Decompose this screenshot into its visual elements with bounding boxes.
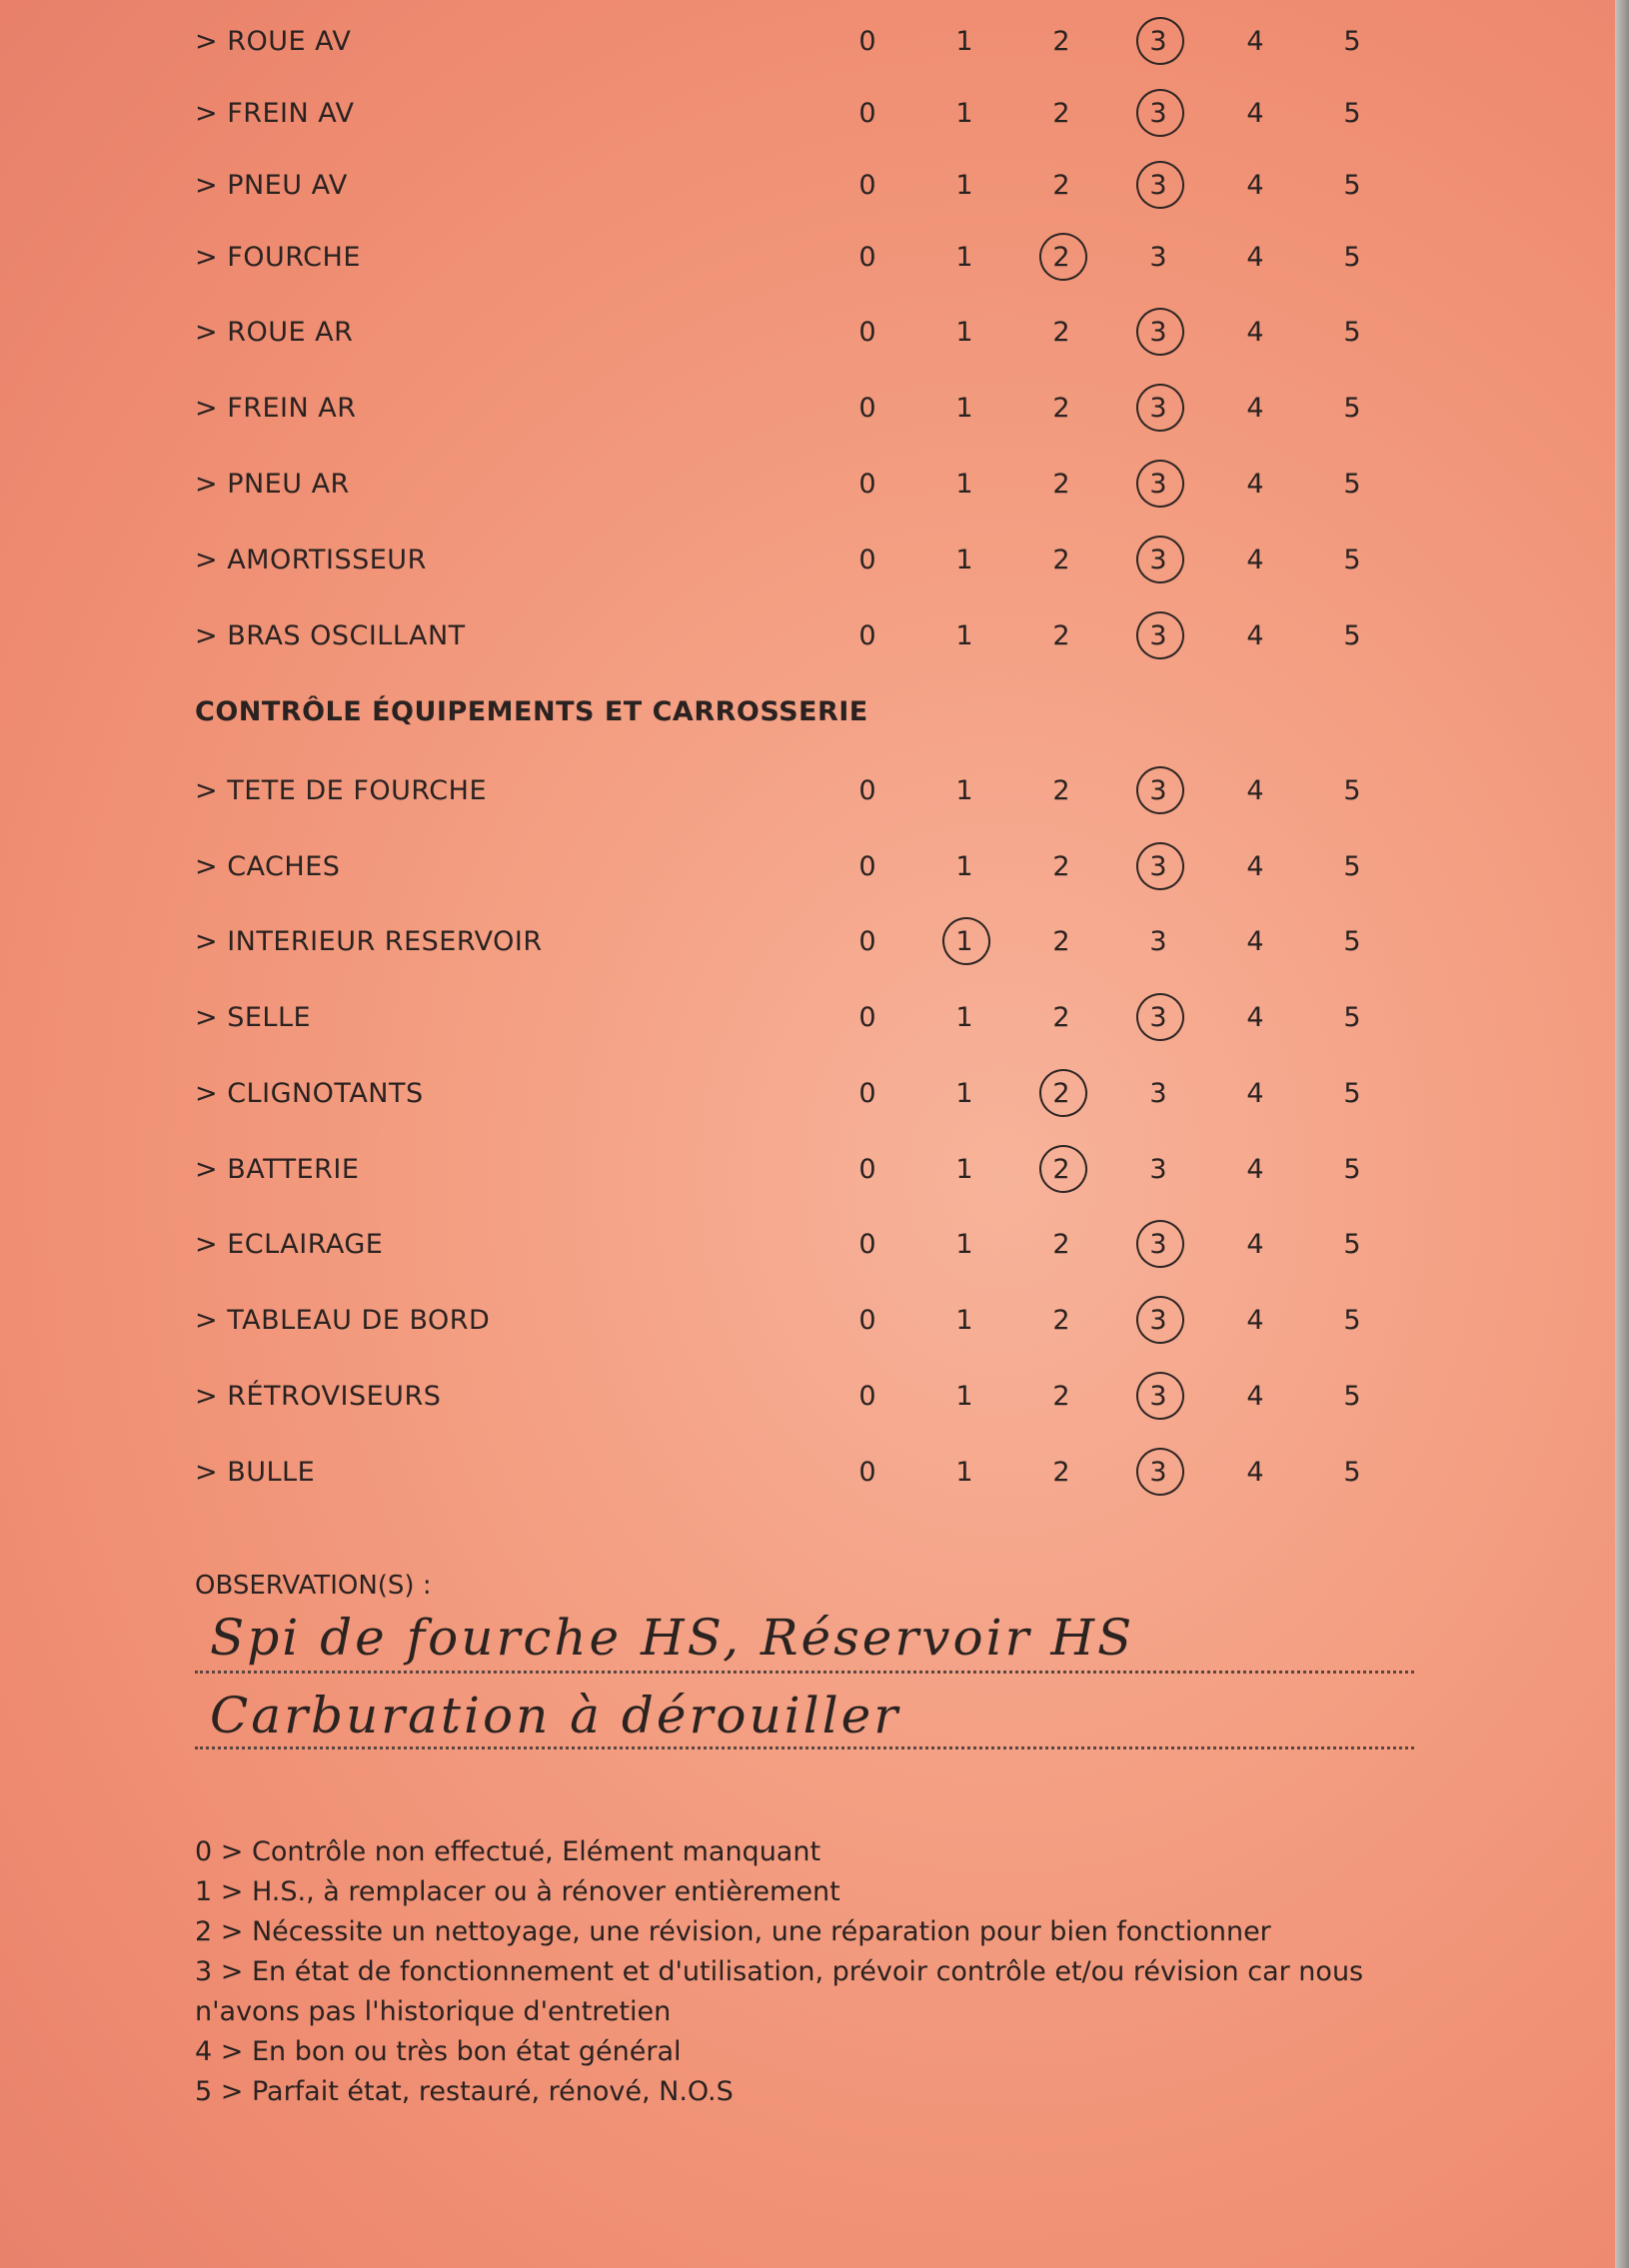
score-0[interactable]: 0	[858, 26, 876, 57]
score-4[interactable]: 4	[1246, 1305, 1264, 1336]
score-3[interactable]: 3	[1149, 317, 1167, 348]
score-3[interactable]: 3	[1149, 1078, 1167, 1109]
score-2[interactable]: 2	[1052, 1381, 1070, 1412]
score-1[interactable]: 1	[955, 98, 973, 129]
score-4[interactable]: 4	[1246, 98, 1264, 129]
score-4[interactable]: 4	[1246, 926, 1264, 957]
score-0[interactable]: 0	[858, 851, 876, 882]
legend-line: 0 > Contrôle non effectué, Elément manquant	[195, 1836, 821, 1867]
score-2[interactable]: 2	[1052, 469, 1070, 500]
score-3[interactable]: 3	[1149, 545, 1167, 575]
score-0[interactable]: 0	[858, 317, 876, 348]
score-5[interactable]: 5	[1343, 775, 1361, 806]
score-4[interactable]: 4	[1246, 1457, 1264, 1488]
score-3[interactable]: 3	[1149, 1229, 1167, 1260]
checklist-row	[195, 22, 1454, 62]
score-5[interactable]: 5	[1343, 469, 1361, 500]
score-5[interactable]: 5	[1343, 926, 1361, 957]
score-1[interactable]: 1	[955, 242, 973, 273]
score-2[interactable]: 2	[1052, 851, 1070, 882]
checklist-row	[195, 847, 1454, 887]
item-label: > ROUE AR	[195, 317, 354, 348]
score-2[interactable]: 2	[1052, 1457, 1070, 1488]
checklist-row	[195, 1453, 1454, 1493]
score-0[interactable]: 0	[858, 620, 876, 651]
checklist-row	[195, 998, 1454, 1038]
score-4[interactable]: 4	[1246, 242, 1264, 273]
section-title: CONTRÔLE ÉQUIPEMENTS ET CARROSSERIE	[195, 696, 868, 727]
checklist-row	[195, 616, 1454, 656]
score-1[interactable]: 1	[955, 1229, 973, 1260]
item-label: > TABLEAU DE BORD	[195, 1305, 491, 1336]
score-4[interactable]: 4	[1246, 170, 1264, 201]
score-4[interactable]: 4	[1246, 317, 1264, 348]
score-0[interactable]: 0	[858, 545, 876, 575]
score-5[interactable]: 5	[1343, 98, 1361, 129]
legend-line: 1 > H.S., à remplacer ou à rénover entièrement	[195, 1876, 840, 1907]
item-label: > FOURCHE	[195, 242, 361, 273]
checklist-row	[195, 94, 1454, 134]
score-3[interactable]: 3	[1149, 1305, 1167, 1336]
item-label: > ROUE AV	[195, 26, 352, 57]
score-1[interactable]: 1	[955, 545, 973, 575]
checklist-row	[195, 1074, 1454, 1114]
observation-line-2: Carburation à dérouiller	[210, 1687, 901, 1744]
legend-line: 3 > En état de fonctionnement et d'utilisation, prévoir contrôle et/ou révision car nous	[195, 1956, 1364, 1987]
score-5[interactable]: 5	[1343, 170, 1361, 201]
score-2[interactable]: 2	[1052, 393, 1070, 424]
score-0[interactable]: 0	[858, 170, 876, 201]
score-1[interactable]: 1	[955, 26, 973, 57]
score-3[interactable]: 3	[1149, 851, 1167, 882]
score-2[interactable]: 2	[1052, 170, 1070, 201]
score-1[interactable]: 1	[955, 775, 973, 806]
score-4[interactable]: 4	[1246, 1381, 1264, 1412]
score-0[interactable]: 0	[858, 1002, 876, 1033]
checklist-row	[195, 166, 1454, 206]
score-1[interactable]: 1	[955, 1305, 973, 1336]
score-3[interactable]: 3	[1149, 926, 1167, 957]
score-1[interactable]: 1	[955, 851, 973, 882]
score-0[interactable]: 0	[858, 926, 876, 957]
score-4[interactable]: 4	[1246, 1154, 1264, 1185]
item-label: > AMORTISSEUR	[195, 545, 427, 575]
score-0[interactable]: 0	[858, 469, 876, 500]
observation-line-1: Spi de fourche HS, Réservoir HS	[210, 1609, 1135, 1667]
legend-line: 2 > Nécessite un nettoyage, une révision, une réparation pour bien fonctionner	[195, 1916, 1271, 1947]
observations-title: OBSERVATION(S) :	[195, 1571, 432, 1601]
checklist-row	[195, 922, 1454, 962]
score-1[interactable]: 1	[955, 317, 973, 348]
checklist-row	[195, 389, 1454, 429]
checklist-row	[195, 1150, 1454, 1190]
item-label: > PNEU AV	[195, 170, 348, 201]
item-label: > BATTERIE	[195, 1154, 360, 1185]
score-2[interactable]: 2	[1052, 926, 1070, 957]
score-1[interactable]: 1	[955, 1154, 973, 1185]
checklist-row	[195, 238, 1454, 278]
item-label: > PNEU AR	[195, 469, 350, 500]
score-2[interactable]: 2	[1052, 1002, 1070, 1033]
legend-line: n'avons pas l'historique d'entretien	[195, 1996, 672, 2027]
checklist-row	[195, 465, 1454, 505]
score-5[interactable]: 5	[1343, 1381, 1361, 1412]
score-5[interactable]: 5	[1343, 1305, 1361, 1336]
checklist-row	[195, 1301, 1454, 1341]
score-1[interactable]: 1	[955, 926, 973, 957]
score-0[interactable]: 0	[858, 775, 876, 806]
score-0[interactable]: 0	[858, 242, 876, 273]
score-5[interactable]: 5	[1343, 620, 1361, 651]
score-1[interactable]: 1	[955, 1457, 973, 1488]
score-5[interactable]: 5	[1343, 26, 1361, 57]
checklist-row	[195, 771, 1454, 811]
score-4[interactable]: 4	[1246, 775, 1264, 806]
score-0[interactable]: 0	[858, 393, 876, 424]
checklist-row	[195, 313, 1454, 353]
dotted-line	[195, 1746, 1414, 1749]
score-0[interactable]: 0	[858, 1078, 876, 1109]
score-2[interactable]: 2	[1052, 1078, 1070, 1109]
score-2[interactable]: 2	[1052, 98, 1070, 129]
checklist-row	[195, 1377, 1454, 1417]
score-5[interactable]: 5	[1343, 317, 1361, 348]
score-2[interactable]: 2	[1052, 775, 1070, 806]
score-2[interactable]: 2	[1052, 26, 1070, 57]
score-0[interactable]: 0	[858, 1305, 876, 1336]
score-0[interactable]: 0	[858, 1229, 876, 1260]
score-3[interactable]: 3	[1149, 469, 1167, 500]
score-5[interactable]: 5	[1343, 393, 1361, 424]
score-4[interactable]: 4	[1246, 469, 1264, 500]
score-2[interactable]: 2	[1052, 620, 1070, 651]
score-5[interactable]: 5	[1343, 1002, 1361, 1033]
score-4[interactable]: 4	[1246, 1002, 1264, 1033]
item-label: > BRAS OSCILLANT	[195, 620, 466, 651]
score-5[interactable]: 5	[1343, 545, 1361, 575]
background-edge	[1615, 0, 1629, 2268]
score-3[interactable]: 3	[1149, 1381, 1167, 1412]
score-2[interactable]: 2	[1052, 1154, 1070, 1185]
score-3[interactable]: 3	[1149, 393, 1167, 424]
score-1[interactable]: 1	[955, 1002, 973, 1033]
score-2[interactable]: 2	[1052, 1229, 1070, 1260]
score-3[interactable]: 3	[1149, 26, 1167, 57]
score-4[interactable]: 4	[1246, 1229, 1264, 1260]
score-0[interactable]: 0	[858, 1381, 876, 1412]
score-1[interactable]: 1	[955, 1078, 973, 1109]
score-1[interactable]: 1	[955, 620, 973, 651]
item-label: > FREIN AV	[195, 98, 355, 129]
item-label: > FREIN AR	[195, 393, 357, 424]
item-label: > BULLE	[195, 1457, 316, 1488]
score-5[interactable]: 5	[1343, 1078, 1361, 1109]
score-0[interactable]: 0	[858, 1457, 876, 1488]
score-3[interactable]: 3	[1149, 1457, 1167, 1488]
score-5[interactable]: 5	[1343, 242, 1361, 273]
legend-line: 4 > En bon ou très bon état général	[195, 2036, 682, 2067]
item-label: > SELLE	[195, 1002, 312, 1033]
checklist-row	[195, 1225, 1454, 1265]
item-label: > RÉTROVISEURS	[195, 1381, 442, 1412]
checklist-row	[195, 541, 1454, 580]
rating-legend	[195, 1832, 1414, 2112]
item-label: > CACHES	[195, 851, 341, 882]
item-label: > CLIGNOTANTS	[195, 1078, 424, 1109]
score-3[interactable]: 3	[1149, 620, 1167, 651]
item-label: > TETE DE FOURCHE	[195, 775, 487, 806]
score-3[interactable]: 3	[1149, 98, 1167, 129]
score-3[interactable]: 3	[1149, 1154, 1167, 1185]
score-0[interactable]: 0	[858, 98, 876, 129]
item-label: > INTERIEUR RESERVOIR	[195, 926, 543, 957]
score-3[interactable]: 3	[1149, 775, 1167, 806]
score-1[interactable]: 1	[955, 393, 973, 424]
score-4[interactable]: 4	[1246, 1078, 1264, 1109]
score-4[interactable]: 4	[1246, 620, 1264, 651]
dotted-line	[195, 1671, 1414, 1674]
score-3[interactable]: 3	[1149, 242, 1167, 273]
item-label: > ECLAIRAGE	[195, 1229, 384, 1260]
score-2[interactable]: 2	[1052, 545, 1070, 575]
score-0[interactable]: 0	[858, 1154, 876, 1185]
score-4[interactable]: 4	[1246, 26, 1264, 57]
score-2[interactable]: 2	[1052, 242, 1070, 273]
score-1[interactable]: 1	[955, 469, 973, 500]
score-5[interactable]: 5	[1343, 1154, 1361, 1185]
score-2[interactable]: 2	[1052, 1305, 1070, 1336]
legend-line: 5 > Parfait état, restauré, rénové, N.O.S	[195, 2076, 734, 2107]
score-4[interactable]: 4	[1246, 393, 1264, 424]
score-5[interactable]: 5	[1343, 1229, 1361, 1260]
score-5[interactable]: 5	[1343, 851, 1361, 882]
score-3[interactable]: 3	[1149, 1002, 1167, 1033]
score-3[interactable]: 3	[1149, 170, 1167, 201]
score-4[interactable]: 4	[1246, 851, 1264, 882]
score-1[interactable]: 1	[955, 170, 973, 201]
score-4[interactable]: 4	[1246, 545, 1264, 575]
score-2[interactable]: 2	[1052, 317, 1070, 348]
score-1[interactable]: 1	[955, 1381, 973, 1412]
score-5[interactable]: 5	[1343, 1457, 1361, 1488]
